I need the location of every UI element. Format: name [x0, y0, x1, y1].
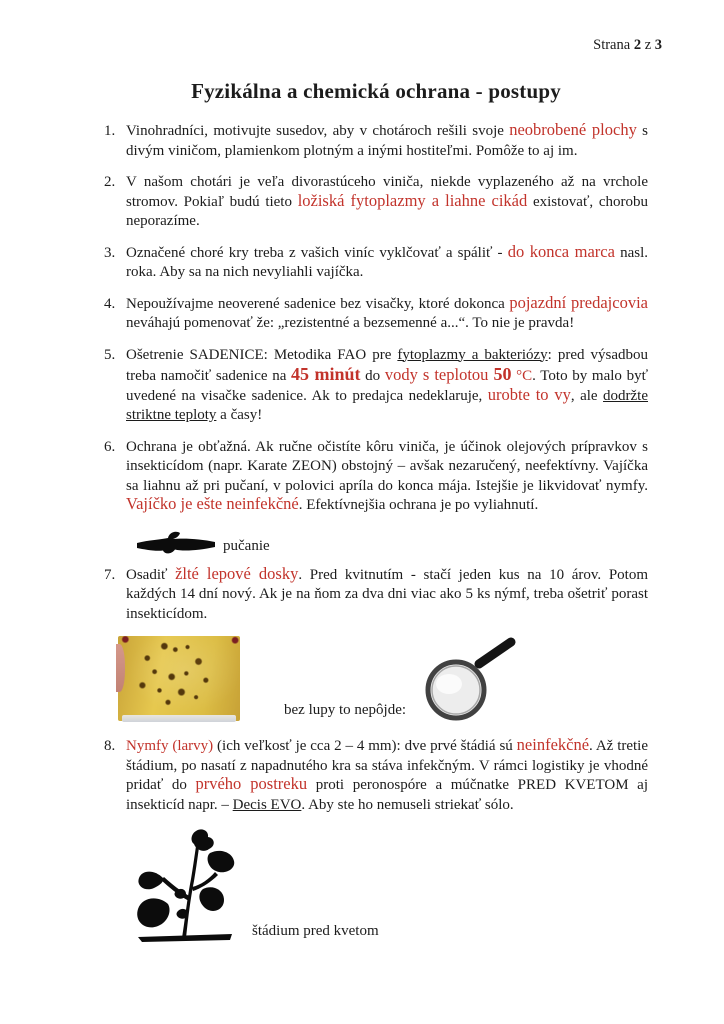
item-text: Nymfy (larvy) (ich veľkosť je cca 2 – 4 mm): dve prvé štádiá sú neinfekčné. Až tretie štádium, po nasatí z napadnutého kra sa stáva infekčným. V rámci logistiky je vhodné pridať do prvého postreku proti peronospóre a múčnatke PRED KVETOM aj insekticíd napr. – Decis EVO. Aby ste ho nemuseli striekať sólo. — [126, 735, 649, 813]
list-item-8 — [104, 737, 648, 815]
list-item-4 — [104, 292, 648, 334]
yellow-sticky-trap-photo — [118, 636, 240, 721]
item-number: 8. — [104, 738, 116, 754]
item-number: 6. — [104, 438, 116, 455]
item-text: Ošetrenie SADENICE: Metodika FAO pre fytoplazmy a bakteriózy: pred výsadbou treba namočiť sadenice na 45 minút do vody s teplotou 50 °C. Toto by malo byť uvedené na visačke sadenice. Ak to predajca nedeklaruje, urobte to vy, ale dodržte striktne teploty a časy! — [126, 346, 649, 423]
plant-caption: štádium pred kvetom — [252, 923, 379, 939]
item-text: Vinohradníci, motivujte susedov, aby v chotároch rešili svoje neobrobené plochy s divým viničom, plamienkom plotným a inými hostiteľmi. Pomôže to aj im. — [126, 120, 649, 159]
item-text: Nepoužívajme neoverené sadenice bez visačky, ktoré dokonca pojazdní predajcovia neváhajú pomenovať že: „rezistentné a bezsemenné a...“. To nie je pravda! — [126, 292, 648, 331]
item-text: V našom chotári je veľa divorastúceho viniča, niekde vyplazeného až na vrchole stromov. Pokiaľ budú tieto ložiská fytoplazmy a liahne cikád existovať, chorobu neporazíme. — [126, 174, 648, 229]
list-item-5 — [104, 346, 648, 426]
list-item-7 — [104, 563, 649, 625]
figure-trap-row — [118, 636, 648, 721]
numbered-list — [104, 122, 648, 945]
list-item-2 — [104, 173, 648, 232]
item-number: 4. — [104, 295, 116, 312]
item-text: Ochrana je obťažná. Ak ručne očistíte kôru viniča, je účinok olejových prípravkov s insekticídom (napr. Karate ZEON) obstojný – avšak nezaručený, neefektívny. Vajíčka sa liahnu až pri pučaní, v polovici apríla do konca mája. Istejšie je likvidovať nymfy. Vajíčko je ešte neinfekčné. Efektívnejšia ochrana je po vyliahnutí. — [126, 438, 648, 513]
list-item-6 — [104, 438, 648, 516]
item-number: 7. — [104, 566, 116, 583]
bud-caption: pučanie — [223, 537, 270, 554]
item-text: Osadiť žlté lepové dosky. Pred kvitnutím - stačí jeden kus na 10 árov. Potom každých 14 dní nový. Ak je na ňom za dva dni viac ako 5 ks nýmf, treba ošetriť porast insekticídom. — [126, 563, 649, 622]
bud-twig-silhouette-image — [135, 528, 217, 556]
list-item-1 — [104, 122, 648, 161]
list-item-3 — [104, 241, 648, 283]
page-number: Strana 2 z 3 — [593, 37, 662, 53]
magnifier-image — [416, 637, 518, 721]
plant-silhouette-image — [130, 827, 246, 945]
item-number: 3. — [104, 244, 116, 261]
item-text: Označené choré kry treba z vašich viníc vyklčovať a spáliť - do konca marca nasl. roka. Aby sa na nich nevyliahli vajíčka. — [126, 241, 648, 280]
figure-bud-row — [135, 528, 648, 556]
figure-plant-row — [130, 827, 648, 945]
item-number: 1. — [104, 123, 116, 139]
page-title: Fyzikálna a chemická ochrana - postupy — [191, 79, 561, 103]
item-number: 2. — [104, 174, 116, 190]
trap-caption: bez lupy to nepôjde: — [284, 702, 407, 718]
item-number: 5. — [104, 346, 116, 363]
